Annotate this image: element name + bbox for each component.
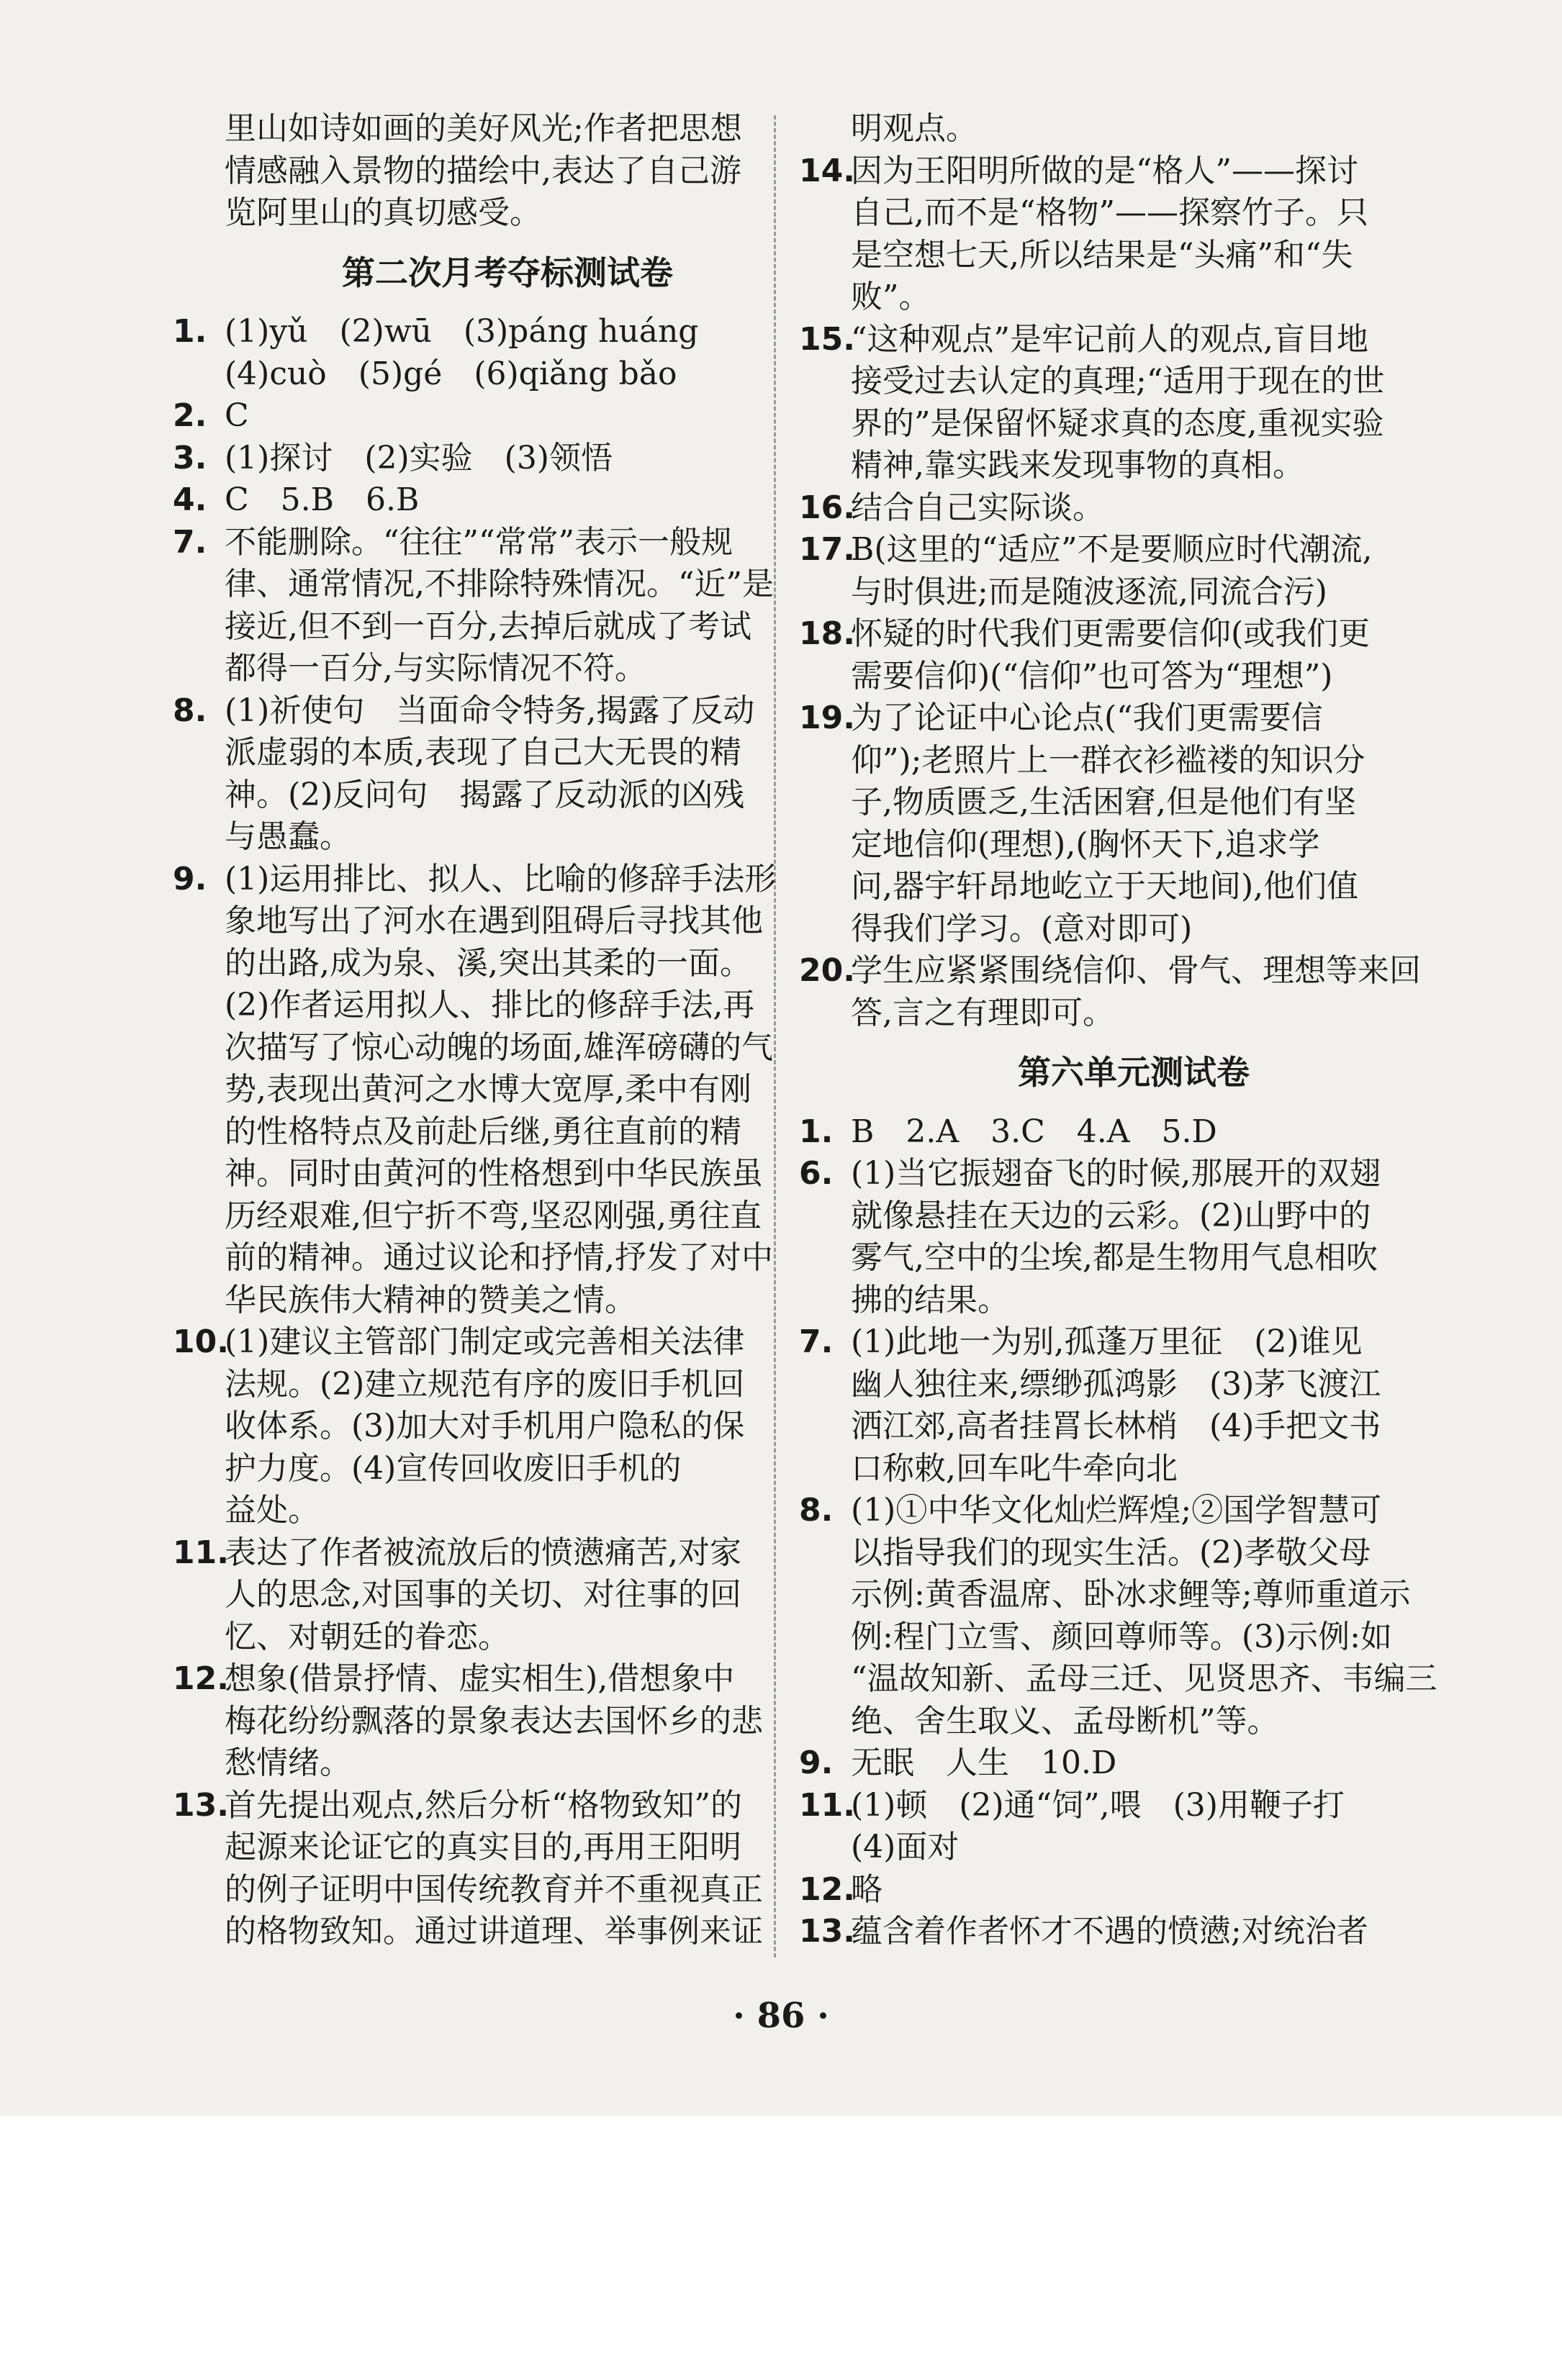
answer-item (799, 529, 1468, 613)
question-number: 16. (799, 489, 855, 526)
answer-line: 精神,靠实践来发现事物的真相。 (851, 447, 1304, 484)
answer-item (799, 150, 1468, 319)
answer-line: (1)探讨 (2)实验 (3)领悟 (225, 439, 613, 476)
answer-item (799, 1111, 1468, 1154)
question-number: 9. (799, 1745, 834, 1781)
question-number: 10. (173, 1324, 229, 1360)
answer-line: 历经艰难,但宁折不弯,坚忍刚强,勇往直 (225, 1197, 762, 1234)
question-number: 11. (799, 1786, 855, 1824)
question-number: 14. (799, 152, 855, 189)
answer-line: (4)面对 (851, 1829, 960, 1865)
question-number: 20. (799, 952, 855, 989)
answer-item (173, 395, 842, 438)
answer-item (173, 690, 842, 859)
answer-line: 的例子证明中国传统教育并不重视真正 (225, 1870, 763, 1908)
answer-line: 梅花纷纷飘落的景象表达去国怀乡的悲 (225, 1702, 763, 1739)
answer-line: 结合自己实际谈。 (851, 489, 1104, 526)
answer-line: 与时俱进;而是随波逐流,同流合污) (851, 573, 1327, 610)
answer-item (173, 1532, 842, 1659)
answer-line: 自己,而不是“格物”——探察竹子。只 (851, 194, 1368, 231)
answer-item (799, 950, 1468, 1034)
answer-line: 护力度。(4)宣传回收废旧手机的 (225, 1449, 682, 1487)
answer-line: 华民族伟大精神的赞美之情。 (225, 1281, 636, 1318)
answer-line: 无眠 人生 10.D (851, 1745, 1117, 1781)
answer-line: 法规。(2)建立规范有序的废旧手机回 (225, 1365, 745, 1403)
answer-item (173, 479, 842, 522)
answer-line: 起源来论证它的真实目的,再用王阳明 (225, 1829, 741, 1865)
answer-line: 势,表现出黄河之水博大宽厚,柔中有刚 (225, 1071, 751, 1108)
answer-line: 象地写出了河水在遇到阻碍后寻找其他 (225, 902, 763, 939)
answer-line: 界的”是保留怀疑求真的态度,重视实验 (851, 404, 1384, 442)
answer-line: (1)当它振翅奋飞的时候,那展开的双翅 (851, 1155, 1381, 1192)
answer-line: 幽人独往来,缥缈孤鸿影 (3)茅飞渡江 (851, 1365, 1381, 1403)
answer-item (173, 438, 842, 480)
question-number: 13. (173, 1786, 229, 1824)
answer-line: 得我们学习。(意对即可) (851, 910, 1193, 947)
answer-line: 洒江郊,高者挂罥长林梢 (4)手把文书 (851, 1408, 1381, 1444)
answer-item (799, 1153, 1468, 1321)
answer-line: 绝、舍生取义、孟母断机”等。 (851, 1702, 1279, 1739)
answer-item (799, 697, 1468, 950)
answer-line: “温故知新、孟母三迁、见贤思齐、韦编三 (851, 1660, 1437, 1697)
question-number: 18. (799, 615, 855, 652)
answer-line: B(这里的“适应”不是要顺应时代潮流, (851, 531, 1373, 568)
question-number: 15. (799, 320, 855, 358)
answer-line: 次描写了惊心动魄的场面,雄浑磅礴的气 (225, 1028, 773, 1066)
answer-item (173, 1658, 842, 1785)
answer-line: C 5.B 6.B (225, 481, 420, 518)
answer-line: 怀疑的时代我们更需要信仰(或我们更 (851, 615, 1371, 652)
answer-line: (1)yǔ (2)wū (3)páng huáng (225, 313, 699, 350)
answer-line: 答,言之有理即可。 (851, 994, 1114, 1031)
answer-item (799, 1869, 1468, 1911)
answer-line: 仰”);老照片上一群衣衫褴褛的知识分 (851, 741, 1365, 779)
question-number: 9. (173, 860, 207, 897)
answer-line: “这种观点”是牢记前人的观点,盲目地 (851, 320, 1368, 358)
question-number: 8. (173, 692, 207, 729)
answer-line: 的出路,成为泉、溪,突出其柔的一面。 (225, 944, 751, 982)
question-number: 19. (799, 700, 855, 736)
question-number: 11. (173, 1534, 229, 1571)
question-number: 4. (173, 481, 207, 518)
answer-line: 愁情绪。 (225, 1745, 351, 1781)
answer-line: 需要信仰)(“信仰”也可答为“理想”) (851, 657, 1333, 694)
answer-line: 的性格特点及前赴后继,勇往直前的精 (225, 1113, 741, 1150)
answer-line: 接受过去认定的真理;“适用于现在的世 (851, 363, 1385, 399)
answer-item (799, 319, 1468, 487)
question-number: 12. (799, 1870, 855, 1908)
answer-line: 表达了作者被流放后的愤懑痛苦,对家 (225, 1534, 741, 1571)
answer-line: (4)cuò (5)gé (6)qiǎng bǎo (225, 355, 677, 392)
question-number: 1. (799, 1113, 834, 1150)
answer-line: 接近,但不到一百分,去掉后就成了考试 (225, 607, 751, 645)
question-number: 2. (173, 397, 207, 434)
answer-item (173, 311, 842, 395)
answer-line: 口称敕,回车叱牛牵向北 (851, 1449, 1178, 1487)
answer-item (173, 859, 842, 1322)
answer-line: 为了论证中心论点(“我们更需要信 (851, 700, 1323, 736)
answer-line: 前的精神。通过议论和抒情,抒发了对中 (225, 1239, 773, 1276)
question-number: 1. (173, 313, 207, 350)
question-number: 3. (173, 439, 207, 476)
answer-line: 问,器宇轩昂地屹立于天地间),他们值 (851, 868, 1359, 905)
answer-line: 神。同时由黄河的性格想到中华民族虽 (225, 1155, 763, 1192)
answer-item (799, 1321, 1468, 1490)
right-answer-list-top (799, 150, 1468, 1035)
answer-line: B 2.A 3.C 4.A 5.D (851, 1113, 1217, 1150)
answer-line: 想象(借景抒情、虚实相生),借想象中 (225, 1660, 735, 1697)
answer-line: 与愚蠢。 (225, 818, 351, 855)
question-number: 8. (799, 1492, 834, 1529)
answer-item (173, 1785, 842, 1953)
answer-line: 拂的结果。 (851, 1281, 1009, 1318)
answer-line: 首先提出观点,然后分析“格物致知”的 (225, 1786, 742, 1824)
answer-line: 示例:黄香温席、卧冰求鲤等;尊师重道示 (851, 1576, 1411, 1613)
answer-line: 律、通常情况,不排除特殊情况。“近”是 (225, 566, 774, 602)
answer-line: 忆、对朝廷的眷恋。 (225, 1618, 510, 1655)
answer-line: (1)建议主管部门制定或完善相关法律 (225, 1324, 745, 1360)
answer-item (799, 1911, 1468, 1953)
answer-line: 人的思念,对国事的关切、对往事的回 (225, 1576, 741, 1613)
answer-line: 例:程门立雪、颜回尊师等。(3)示例:如 (851, 1618, 1392, 1655)
blank-margin (0, 2116, 1562, 2380)
answer-line: 雾气,空中的尘埃,都是生物用气息相吹 (851, 1239, 1378, 1276)
answer-line: (1)此地一为别,孤蓬万里征 (2)谁见 (851, 1324, 1363, 1360)
answer-item (799, 1742, 1468, 1785)
text-line: 情感融入景物的描绘中,表达了自己游 (225, 152, 741, 189)
answer-line: 不能删除。“往往”“常常”表示一般规 (225, 523, 733, 561)
section-title-unit-six-test: 第六单元测试卷 (1018, 1053, 1250, 1092)
answer-item (799, 1490, 1468, 1742)
answer-line: C (225, 397, 249, 434)
answer-line: 的格物致知。通过讲道理、举事例来证 (225, 1913, 763, 1950)
answer-line: 就像悬挂在天边的云彩。(2)山野中的 (851, 1197, 1371, 1234)
answer-line: (1)祈使句 当面命令特务,揭露了反动 (225, 692, 755, 729)
text-line: 明观点。 (851, 110, 978, 147)
left-column (173, 108, 842, 1953)
answer-item (799, 613, 1468, 697)
answer-line: 蕴含着作者怀才不遇的愤懑;对统治者 (851, 1913, 1368, 1950)
answer-line: 派虚弱的本质,表现了自己大无畏的精 (225, 734, 741, 771)
answer-line: 败”。 (851, 279, 931, 315)
question-number: 13. (799, 1913, 855, 1950)
answer-line: 定地信仰(理想),(胸怀天下,追求学 (851, 825, 1320, 863)
left-answer-list (173, 311, 842, 1953)
question-number: 6. (799, 1155, 834, 1192)
answer-line: 学生应紧紧围绕信仰、骨气、理想等来回 (851, 952, 1421, 989)
answer-line: 略 (851, 1870, 882, 1908)
answer-line: (1)运用排比、拟人、比喻的修辞手法形 (225, 860, 777, 897)
answer-item (173, 522, 842, 690)
text-line: 览阿里山的真切感受。 (225, 194, 541, 231)
answer-line: 以指导我们的现实生活。(2)孝敬父母 (851, 1534, 1371, 1571)
text-line: 里山如诗如画的美好风光;作者把思想 (225, 110, 742, 147)
answer-line: (1)顿 (2)通“饲”,喂 (3)用鞭子打 (851, 1786, 1345, 1824)
right-column (799, 108, 1468, 1953)
answer-line: 都得一百分,与实际情况不符。 (225, 650, 646, 687)
answer-line: (1)①中华文化灿烂辉煌;②国学智慧可 (851, 1492, 1382, 1529)
section-title-monthly-test: 第二次月考夺标测试卷 (342, 253, 673, 292)
answer-item (173, 1321, 842, 1532)
question-number: 7. (799, 1324, 834, 1360)
right-intro (799, 108, 1468, 150)
right-answer-list-bottom (799, 1111, 1468, 1953)
question-number: 12. (173, 1660, 229, 1697)
answer-line: 益处。 (225, 1492, 320, 1529)
answer-line: 收体系。(3)加大对手机用户隐私的保 (225, 1408, 745, 1444)
question-number: 7. (173, 523, 207, 561)
answer-line: 子,物质匮乏,生活困窘,但是他们有坚 (851, 784, 1356, 820)
answer-line: (2)作者运用拟人、排比的修辞手法,再 (225, 987, 755, 1023)
question-number: 17. (799, 531, 855, 568)
answer-line: 因为王阳明所做的是“格人”——探讨 (851, 152, 1358, 189)
left-intro (173, 108, 842, 235)
answer-line: 神。(2)反问句 揭露了反动派的凶残 (225, 776, 745, 813)
page-number: · 86 · (733, 1996, 829, 2036)
answer-line: 是空想七天,所以结果是“头痛”和“失 (851, 236, 1353, 273)
answer-item (799, 487, 1468, 530)
answer-item (799, 1785, 1468, 1869)
